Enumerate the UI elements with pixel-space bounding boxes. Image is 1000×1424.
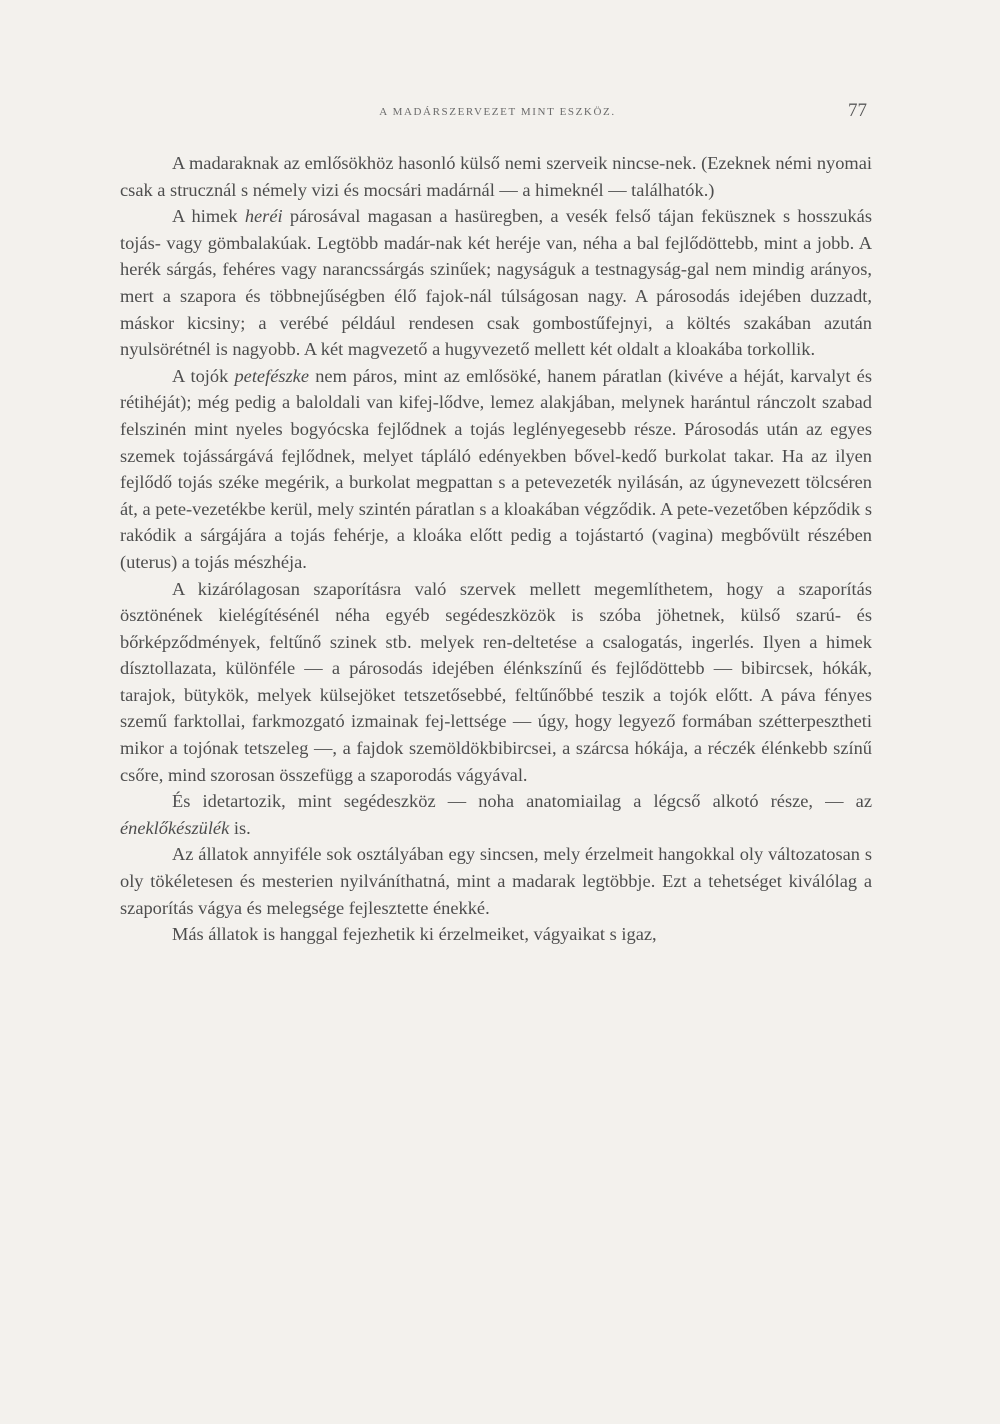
page-number: 77 xyxy=(848,100,867,121)
paragraph: Az állatok annyiféle sok osztályában egy sincsen, mely érzelmeit hangokkal oly változatosan s oly tökéletesen és mesterien nyilváníthatná, mint a madarak legtöbbje. Ezt a tehetséget kiválólag a szaporítás vágya és melegsége fejlesztette énekké. xyxy=(120,844,872,918)
text-run: És idetartozik, mint segédeszköz — noha anatomiailag a légcső alkotó része, — az xyxy=(172,791,872,812)
text-run: párosával magasan a hasüregben, a vesék felső tájan feküsznek s hosszukás tojás- vagy gömbalakúak. Legtöbb madár-nak két heréje van, néha a bal fejlődöttebb, mint a jobb. A herék sárgás, fehéres vagy narancssárgás szinűek; nagyságuk a testnagyság-gal nem mindig arányos, mert a szapora és többnejűségben élő fajok-nál túlságosan nagy. A párosodás idejében duzzadt, máskor kicsiny; a verébé például rendesen csak gombostűfejnyi, a költés szakában azután nyulsörétnél is nagyobb. A két magvezető a hugyvezető mellett két oldalt a kloakába torkollik. xyxy=(120,206,872,360)
paragraph: Más állatok is hanggal fejezhetik ki érzelmeiket, vágyaikat s igaz, xyxy=(172,924,657,945)
text-run: A himek xyxy=(172,206,245,227)
paragraph xyxy=(120,363,872,576)
italic-term: éneklőkészülék xyxy=(120,817,230,838)
paragraph xyxy=(120,788,872,841)
text-run: is. xyxy=(229,817,251,838)
text-run: A tojók xyxy=(172,365,235,386)
paragraph xyxy=(120,203,872,363)
text-run: nem páros, mint az emlősöké, hanem páratlan (kivéve a héját, karvalyt és rétihéját); még pedig a baloldali van kifej-lődve, lemez alakjában, melynek harántul ránczolt szabad felszinén mint nyeles bogyócska fejlődnek a tojás leglényegesebb része. Párosodás után az egyes szemek tojássárgává fejlődnek, melyet tápláló edényekben bővel-kedő burkolat takar. Ha az ilyen fejlődő tojás széke megérik, a burkolat megpattan s a petevezeték nyilásán, az úgynevezett tölcséren át, a pete-vezetékbe kerül, mely szintén páratlan s a kloakában végződik. A pete-vezetőben képződik s rakódik a sárgájára a tojás fehérje, a kloáka előtt pedig a tojástartó (vagina) megbővült részében (uterus) a tojás mészhéja. xyxy=(120,365,872,572)
paragraph: A kizárólagosan szaporításra való szervek mellett megemlíthetem, hogy a szaporítás ösztönének kielégítésénél néha egyéb segédeszközök is szóba jöhetnek, külső szarú- és bőrképződmények, feltűnő szinek stb. melyek ren-deltetése a csalogatás, ingerlés. Ilyen a himek dísztollazata, különféle — a párosodás idejében élénkszínű és fejlődöttebb — bibircsek, hókák, tarajok, bütykök, melyek külsejöket tetszetősebbé, feltűnőbbé teszik a tojók előtt. A páva fényes szemű farktollai, farkmozgató izmainak fej-lettsége — úgy, hogy legyező formában szétterpesztheti mikor a tojónak tetszeleg —, a fajdok szemöldökbibircsei, a szárcsa hókája, a réczék élénkebb színű csőre, mind szorosan összefügg a szaporodás vágyával. xyxy=(120,578,872,785)
running-head xyxy=(120,100,875,130)
running-title: A MADÁRSZERVEZET MINT ESZKÖZ. xyxy=(379,106,616,118)
paragraph: A madaraknak az emlősökhöz hasonló külső nemi szerveik nincse-nek. (Ezeknek némi nyomai csak a strucznál s némely vizi és mocsári madárnál — a himeknél — találhatók.) xyxy=(120,153,872,200)
italic-term: heréi xyxy=(244,206,283,227)
italic-term: petefészke xyxy=(234,365,310,386)
body-text xyxy=(120,150,872,948)
